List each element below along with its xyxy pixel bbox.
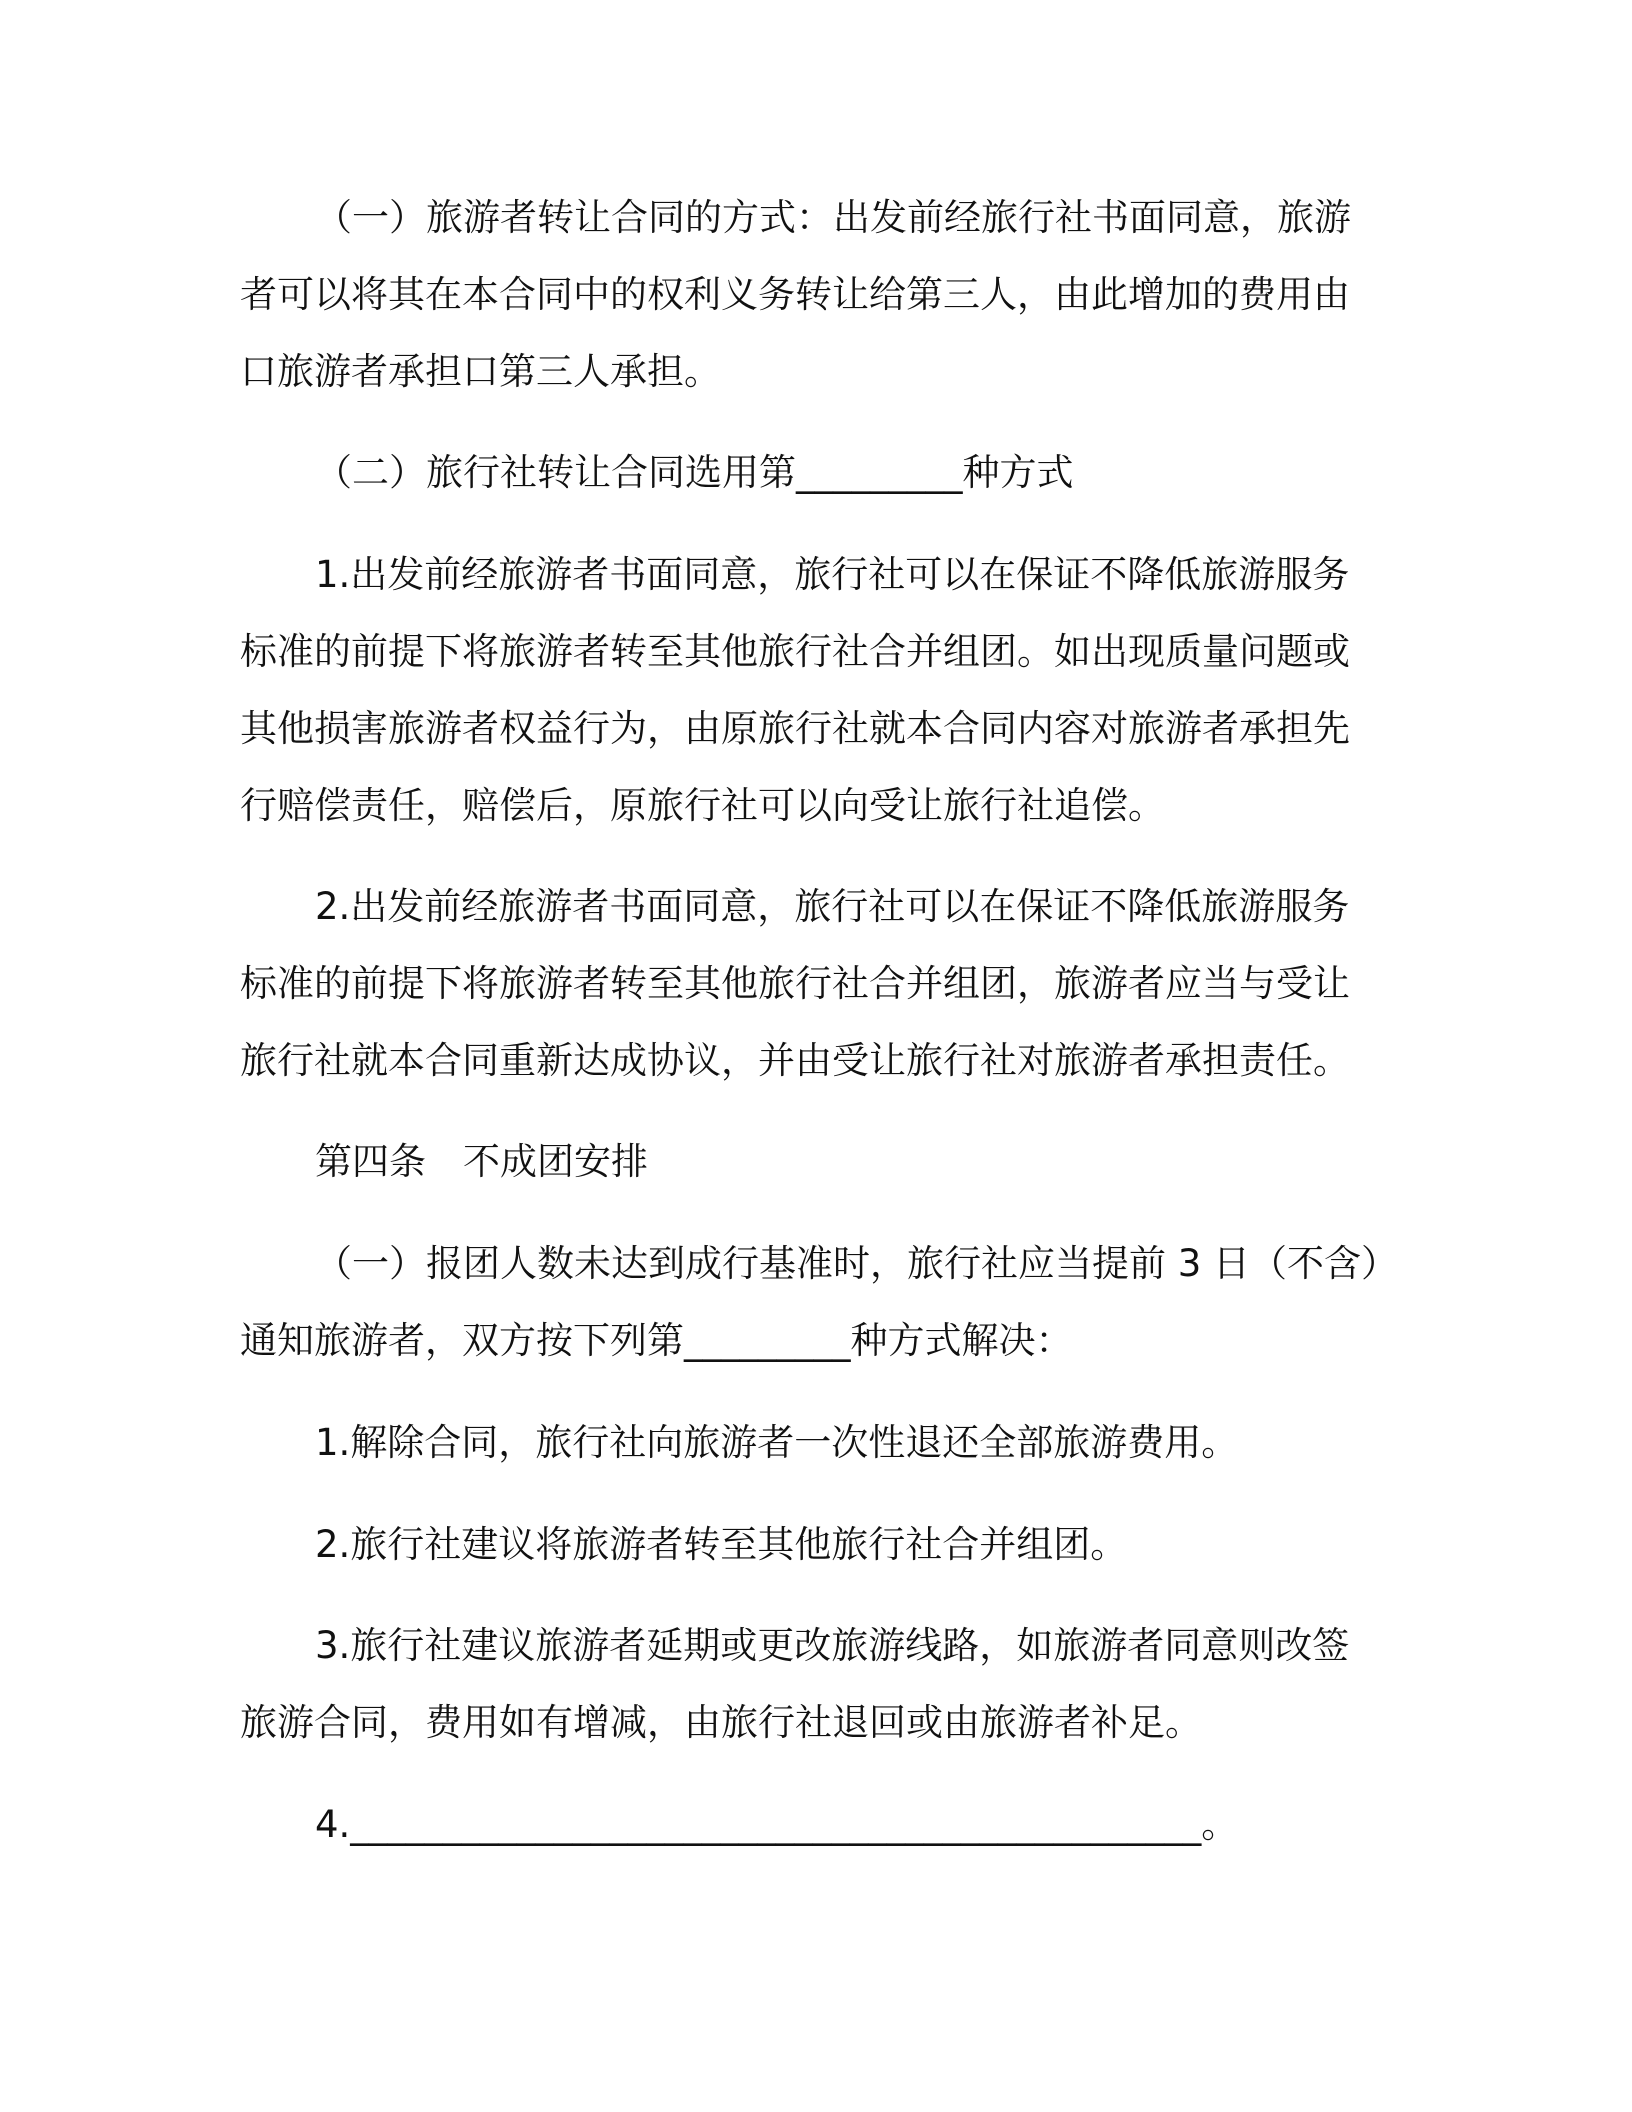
paragraph-line: 1.出发前经旅游者书面同意，旅行社可以在保证不降低旅游服务 (315, 553, 1350, 596)
paragraph-line: 旅游合同，费用如有增减，由旅行社退回或由旅游者补足。 (240, 1701, 1202, 1744)
paragraph-line: 1.解除合同，旅行社向旅游者一次性退还全部旅游费用。 (315, 1421, 1239, 1464)
paragraph-line: 者可以将其在本合同中的权利义务转让给第三人，由此增加的费用由 (240, 273, 1350, 316)
paragraph-line: （一）旅游者转让合同的方式：出发前经旅行社书面同意，旅游 (315, 196, 1351, 239)
paragraph-line: 2.旅行社建议将旅游者转至其他旅行社合并组团。 (315, 1523, 1128, 1566)
paragraph-line: 标准的前提下将旅游者转至其他旅行社合并组团。如出现质量问题或 (240, 630, 1350, 673)
paragraph-line: 标准的前提下将旅游者转至其他旅行社合并组团，旅游者应当与受让 (240, 962, 1350, 1005)
paragraph-line: （一）报团人数未达到成行基准时，旅行社应当提前 3 日（不含） (315, 1242, 1399, 1285)
paragraph-line: 其他损害旅游者权益行为，由原旅行社就本合同内容对旅游者承担先 (240, 707, 1350, 750)
paragraph-line: 3.旅行社建议旅游者延期或更改旅游线路，如旅游者同意则改签 (315, 1624, 1350, 1667)
section-heading: 第四条 不成团安排 (315, 1140, 648, 1183)
paragraph-line: （二）旅行社转让合同选用第_________种方式 (315, 451, 1074, 494)
paragraph-line: 旅行社就本合同重新达成协议，并由受让旅行社对旅游者承担责任。 (240, 1039, 1350, 1082)
paragraph-line: 2.出发前经旅游者书面同意，旅行社可以在保证不降低旅游服务 (315, 885, 1350, 928)
paragraph-line: 通知旅游者，双方按下列第_________种方式解决： (240, 1319, 1073, 1362)
paragraph-line: 行赔偿责任，赔偿后，原旅行社可以向受让旅行社追偿。 (240, 784, 1165, 827)
paragraph-line: 口旅游者承担口第三人承担。 (240, 350, 721, 393)
paragraph-line: 4.______________________________________________。 (315, 1803, 1239, 1846)
